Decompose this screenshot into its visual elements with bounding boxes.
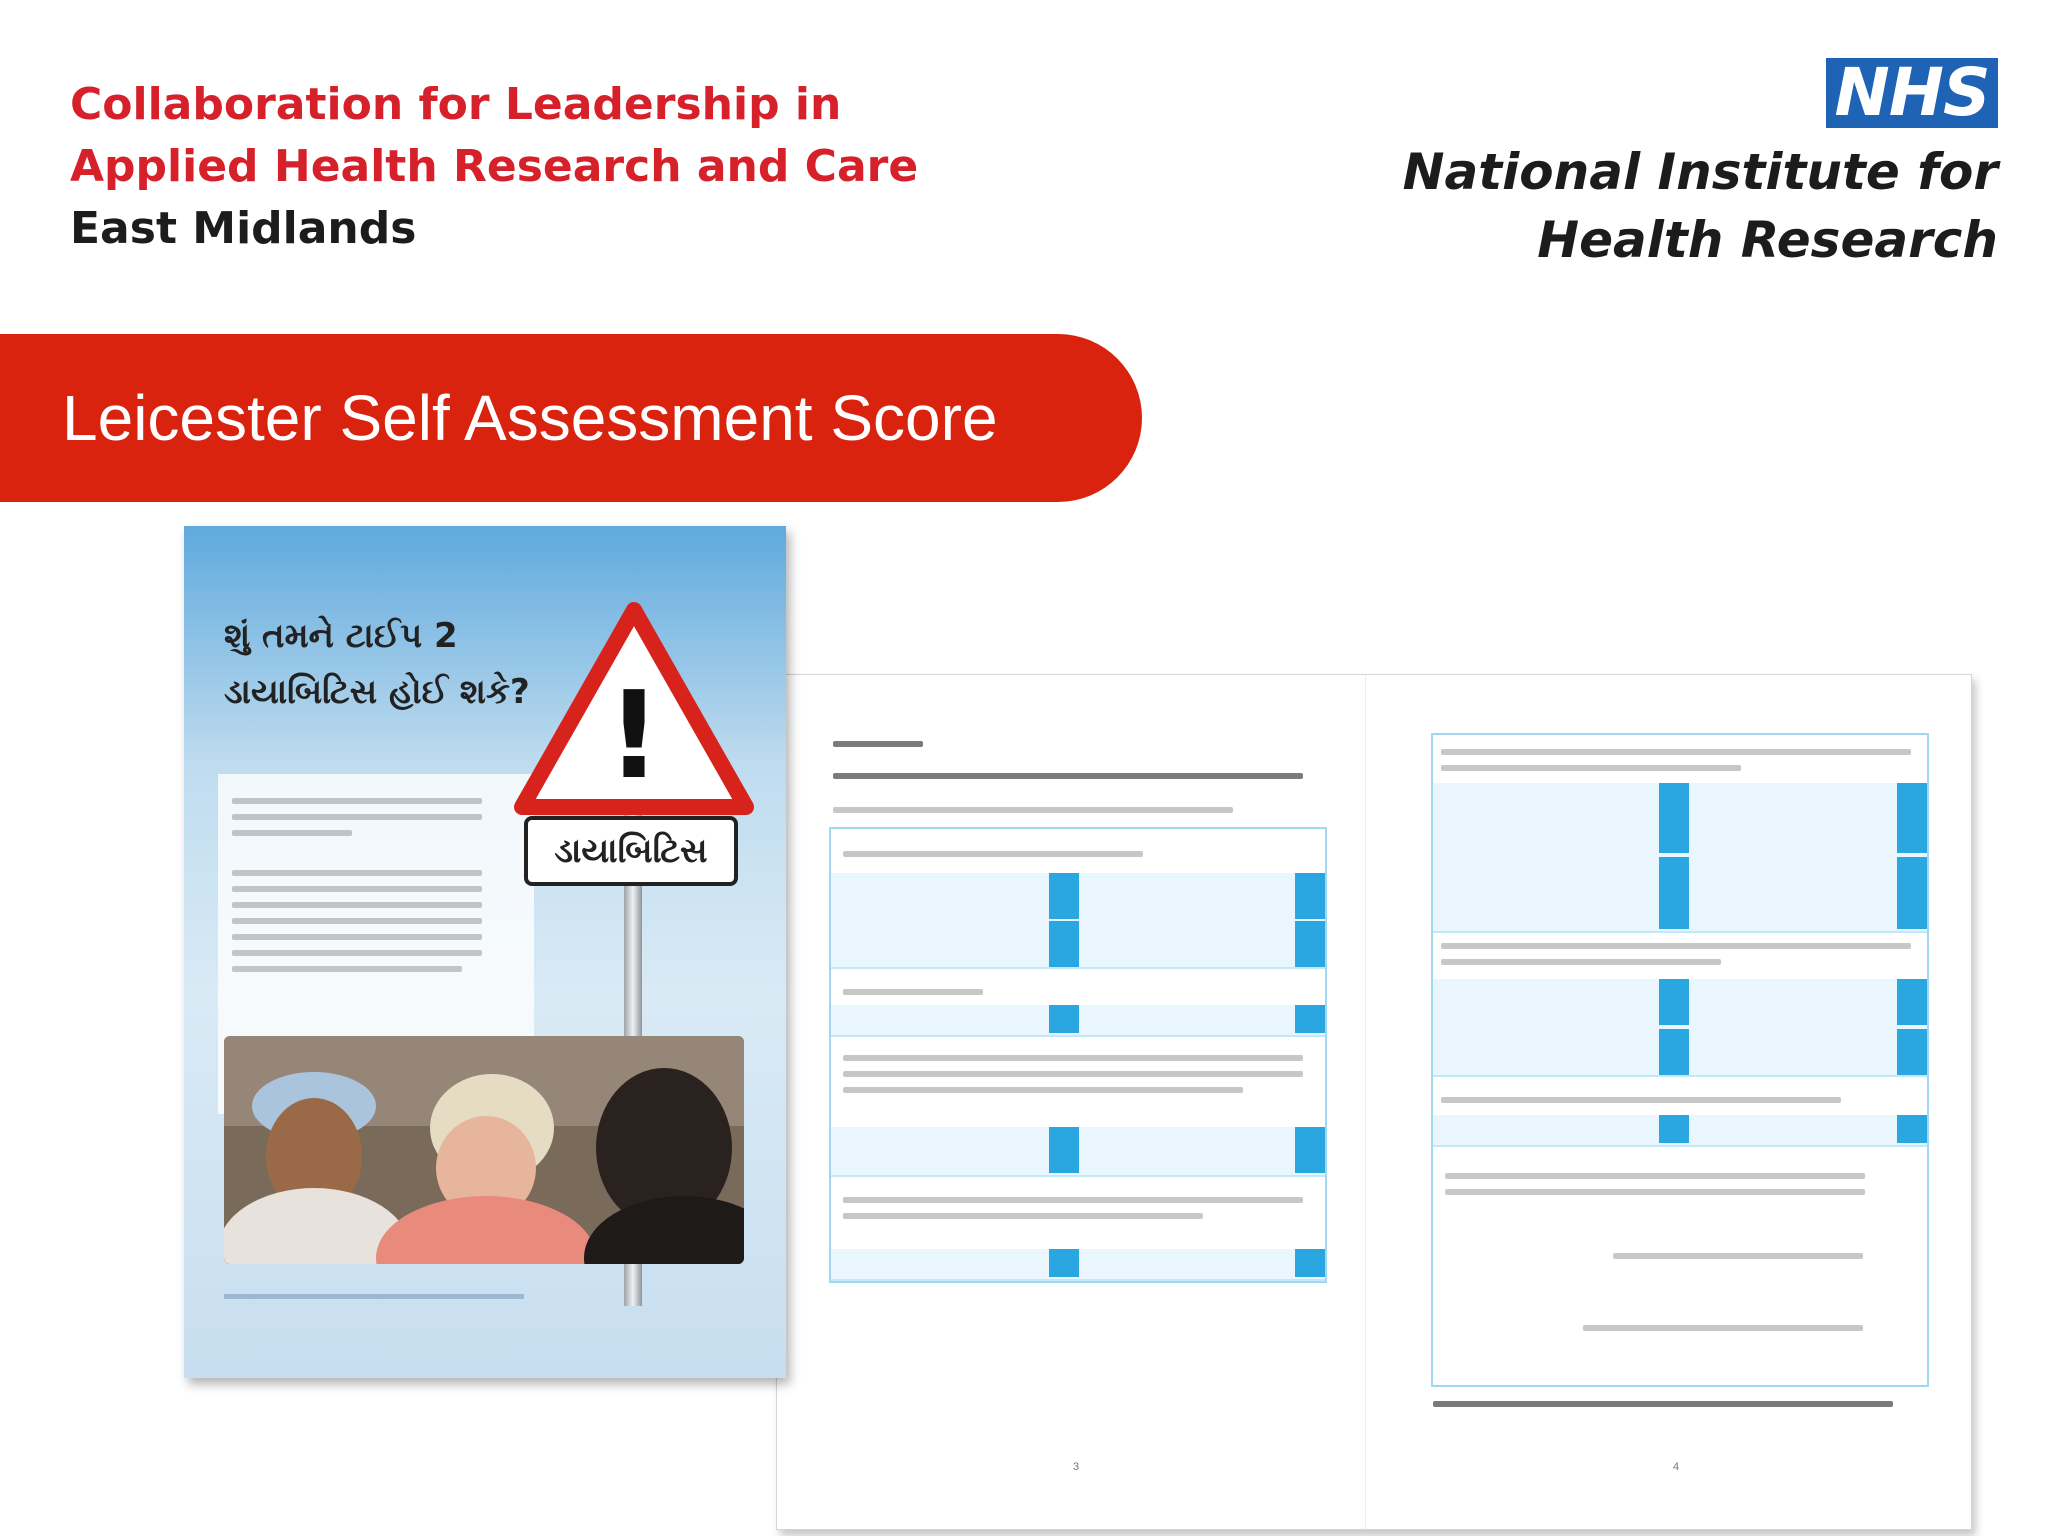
- people-photo-icon: [224, 1036, 744, 1264]
- cover-text-line: [232, 886, 482, 892]
- right-footer-line: [1433, 1401, 1893, 1407]
- question-line: [1441, 1097, 1841, 1103]
- cover-text-line: [232, 918, 482, 924]
- diabetes-sign: ડાયાબિટિસ: [524, 816, 738, 886]
- cover-text-line: [232, 814, 482, 820]
- cover-text-line: [232, 870, 482, 876]
- score-box: [1049, 1249, 1079, 1277]
- score-box: [1049, 1005, 1079, 1033]
- score-box: [1295, 1249, 1325, 1277]
- score-box: [1295, 921, 1325, 967]
- cover-credit-line: [224, 1294, 524, 1299]
- left-intro-line: [833, 807, 1233, 813]
- question-line: [1445, 1173, 1865, 1179]
- score-box: [1049, 1127, 1079, 1173]
- question-line: [1613, 1253, 1863, 1259]
- nihr-line-1: National Institute for: [1402, 143, 1998, 201]
- leaflet-spread: [776, 674, 1972, 1530]
- question-line: [1441, 959, 1721, 965]
- score-box: [1659, 783, 1689, 853]
- cover-text-line: [232, 966, 462, 972]
- nihr-logo: [1403, 138, 1998, 274]
- left-intro-line: [833, 741, 923, 747]
- score-box: [1049, 921, 1079, 967]
- question-line: [1441, 765, 1741, 771]
- score-box: [1659, 1029, 1689, 1075]
- cover-text-line: [232, 798, 482, 804]
- page-number-left: 3: [1073, 1461, 1080, 1473]
- score-box: [1295, 873, 1325, 919]
- score-box: [1049, 873, 1079, 919]
- cover-title-line-1: શું તમને ટાઈપ 2: [224, 616, 458, 656]
- score-box: [1659, 857, 1689, 929]
- banner-title: Leicester Self Assessment Score: [62, 382, 998, 454]
- score-box: [1295, 1127, 1325, 1173]
- score-box: [1897, 857, 1927, 929]
- cover-title: [224, 608, 530, 720]
- score-box: [1897, 783, 1927, 853]
- question-line: [843, 1197, 1303, 1203]
- left-intro-line: [833, 773, 1303, 779]
- cover-text-line: [232, 902, 482, 908]
- question-line: [1441, 749, 1911, 755]
- cover-text-line: [232, 950, 482, 956]
- question-line: [843, 1213, 1203, 1219]
- cover-title-line-2: ડાયાબિટિસ હોઈ શકે?: [224, 672, 530, 712]
- right-question-table: [1431, 733, 1929, 1387]
- score-box: [1295, 1005, 1325, 1033]
- org-line-3: East Midlands: [70, 203, 417, 254]
- question-line: [1583, 1325, 1863, 1331]
- org-line-2: Applied Health Research and Care: [70, 141, 919, 192]
- spread-fold: [1365, 675, 1366, 1529]
- leaflet-cover: [184, 526, 786, 1378]
- question-line: [1445, 1189, 1865, 1195]
- score-box: [1659, 1115, 1689, 1143]
- question-line: [843, 1071, 1303, 1077]
- left-question-table: [829, 827, 1327, 1283]
- question-line: [843, 1087, 1243, 1093]
- question-line: [843, 989, 983, 995]
- question-line: [843, 1055, 1303, 1061]
- title-banner: [0, 334, 1142, 502]
- clahrc-logo: [70, 74, 918, 260]
- org-line-1: Collaboration for Leadership in: [70, 79, 842, 130]
- score-box: [1659, 979, 1689, 1025]
- cover-text-line: [232, 934, 482, 940]
- cover-photo: [224, 1036, 744, 1264]
- score-box: [1897, 1115, 1927, 1143]
- page-number-right: 4: [1673, 1461, 1680, 1473]
- score-box: [1897, 979, 1927, 1025]
- nhs-logo: NHS: [1826, 58, 1998, 128]
- question-line: [1441, 943, 1911, 949]
- cover-text-line: [232, 830, 352, 836]
- warning-sign-icon: [514, 602, 754, 817]
- question-line: [843, 851, 1143, 857]
- nihr-line-2: Health Research: [1537, 211, 1998, 269]
- score-box: [1897, 1029, 1927, 1075]
- warning-exclamation: !: [606, 667, 662, 806]
